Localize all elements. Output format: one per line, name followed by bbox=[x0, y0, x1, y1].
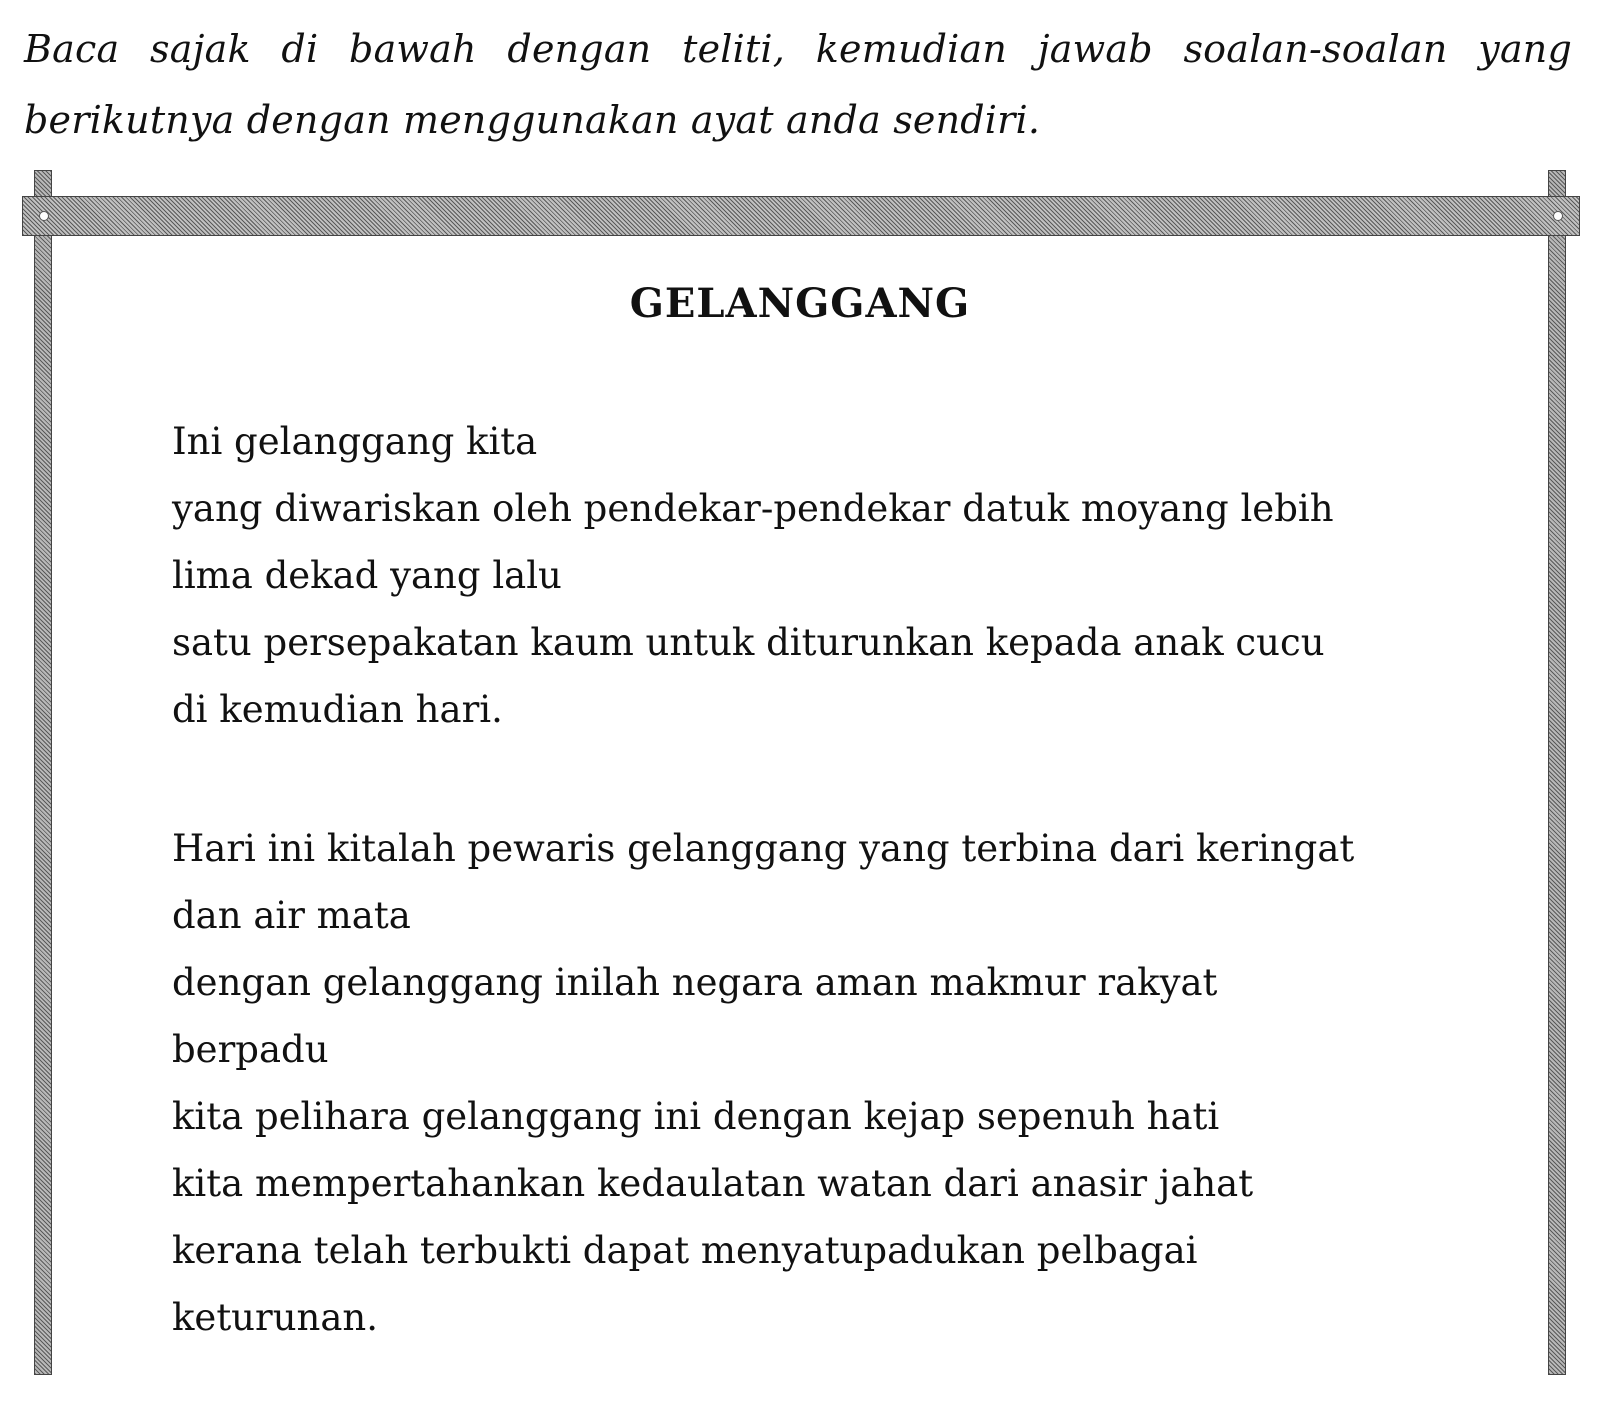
poem-line: Ini gelanggang kita bbox=[172, 420, 538, 463]
rivet-right-icon bbox=[1553, 211, 1563, 221]
rivet-left-icon bbox=[39, 211, 49, 221]
poem-line: kita pelihara gelanggang ini dengan kejap sepenuh hati bbox=[172, 1095, 1220, 1138]
poem-title: GELANGGANG bbox=[629, 280, 971, 327]
poem-line: lima dekad yang lalu bbox=[172, 554, 562, 597]
poem-stanza-2 bbox=[172, 815, 1492, 1351]
frame-post-left bbox=[34, 170, 52, 1375]
instruction-text: Baca sajak di bawah dengan teliti, kemudian jawab soalan-soalan yang berikutnya dengan menggunakan ayat anda sendiri. bbox=[24, 27, 1572, 142]
poem-line: di kemudian hari. bbox=[172, 688, 503, 731]
poem-line: kita mempertahankan kedaulatan watan dari anasir jahat bbox=[172, 1162, 1254, 1205]
poem-line: dengan gelanggang inilah negara aman makmur rakyat bbox=[172, 961, 1218, 1004]
poem-line: keturunan. bbox=[172, 1296, 379, 1339]
poem-line: satu persepakatan kaum untuk diturunkan kepada anak cucu bbox=[172, 621, 1325, 664]
poem-line: yang diwariskan oleh pendekar-pendekar datuk moyang lebih bbox=[172, 487, 1334, 530]
poem-line: dan air mata bbox=[172, 894, 411, 937]
frame-top-beam bbox=[22, 196, 1580, 236]
poem-line: berpadu bbox=[172, 1028, 329, 1071]
poem-line: kerana telah terbukti dapat menyatupadukan pelbagai bbox=[172, 1229, 1198, 1272]
frame-post-right bbox=[1548, 170, 1566, 1375]
poem-line: Hari ini kitalah pewaris gelanggang yang terbina dari keringat bbox=[172, 827, 1355, 870]
poem-stanza-1 bbox=[172, 408, 1492, 743]
